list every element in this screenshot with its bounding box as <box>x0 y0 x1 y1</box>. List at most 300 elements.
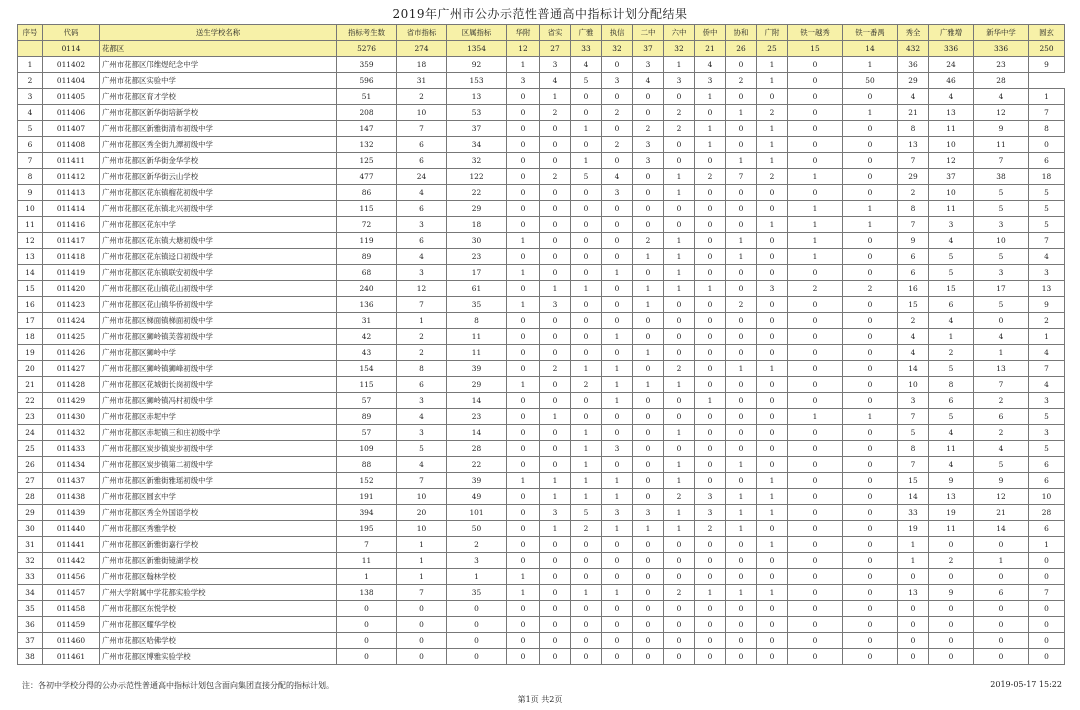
value-cell: 0 <box>397 601 447 617</box>
value-cell: 0 <box>507 137 540 153</box>
value-cell: 31 <box>397 73 447 89</box>
column-header: 区属指标 <box>447 25 507 41</box>
value-cell: 5 <box>1029 409 1065 425</box>
value-cell: 10 <box>929 185 974 201</box>
school-name: 广州市花都区花东镇榴花初级中学 <box>100 185 337 201</box>
value-cell: 0 <box>843 345 898 361</box>
value-cell: 0 <box>843 153 898 169</box>
value-cell: 2 <box>664 121 695 137</box>
value-cell: 0 <box>507 153 540 169</box>
value-cell: 1 <box>664 265 695 281</box>
value-cell: 0 <box>397 617 447 633</box>
value-cell: 138 <box>337 585 397 601</box>
school-name: 广州市花都区狮岭镇狮峰初级中学 <box>100 361 337 377</box>
value-cell: 0 <box>757 313 788 329</box>
value-cell: 3 <box>602 73 633 89</box>
value-cell: 1 <box>1029 329 1065 345</box>
value-cell: 0 <box>571 649 602 665</box>
value-cell: 0 <box>695 153 726 169</box>
value-cell: 0 <box>633 265 664 281</box>
value-cell: 0 <box>843 425 898 441</box>
column-header: 省市指标 <box>397 25 447 41</box>
row-number: 25 <box>18 441 43 457</box>
value-cell: 0 <box>788 441 843 457</box>
value-cell: 0 <box>664 329 695 345</box>
value-cell: 50 <box>447 521 507 537</box>
value-cell: 0 <box>726 377 757 393</box>
value-cell: 2 <box>974 425 1029 441</box>
value-cell: 38 <box>974 169 1029 185</box>
value-cell: 1 <box>664 249 695 265</box>
school-name: 广州市花都区博雅实验学校 <box>100 649 337 665</box>
value-cell: 0 <box>726 313 757 329</box>
value-cell: 0 <box>757 521 788 537</box>
school-code: 011457 <box>43 585 100 601</box>
value-cell: 5 <box>1029 217 1065 233</box>
value-cell: 0 <box>602 153 633 169</box>
value-cell: 0 <box>788 649 843 665</box>
column-header: 执信 <box>602 25 633 41</box>
value-cell: 1 <box>695 121 726 137</box>
value-cell: 0 <box>571 217 602 233</box>
value-cell: 1 <box>602 361 633 377</box>
value-cell: 7 <box>1029 361 1065 377</box>
value-cell: 0 <box>695 329 726 345</box>
value-cell: 21 <box>974 505 1029 521</box>
value-cell: 0 <box>757 409 788 425</box>
value-cell: 2 <box>664 105 695 121</box>
column-header: 送生学校名称 <box>100 25 337 41</box>
value-cell: 0 <box>843 393 898 409</box>
value-cell: 4 <box>929 457 974 473</box>
value-cell: 4 <box>571 57 602 73</box>
value-cell: 32 <box>602 41 633 57</box>
value-cell: 0 <box>788 585 843 601</box>
value-cell: 3 <box>447 553 507 569</box>
school-code: 011407 <box>43 121 100 137</box>
value-cell: 0 <box>788 121 843 137</box>
value-cell: 1 <box>726 457 757 473</box>
value-cell: 0 <box>929 633 974 649</box>
value-cell: 0 <box>507 617 540 633</box>
school-code: 011426 <box>43 345 100 361</box>
value-cell: 122 <box>447 169 507 185</box>
value-cell: 154 <box>337 361 397 377</box>
value-cell: 0 <box>540 345 571 361</box>
value-cell: 0 <box>507 553 540 569</box>
value-cell: 11 <box>337 553 397 569</box>
value-cell: 1 <box>602 265 633 281</box>
value-cell: 8 <box>397 361 447 377</box>
value-cell: 13 <box>1029 281 1065 297</box>
value-cell: 0 <box>757 457 788 473</box>
value-cell: 0 <box>507 217 540 233</box>
school-name: 广州市花都区新华街培新学校 <box>100 105 337 121</box>
value-cell: 0 <box>974 537 1029 553</box>
header-row <box>18 25 1065 41</box>
value-cell: 1 <box>633 281 664 297</box>
value-cell: 50 <box>843 73 898 89</box>
column-header: 铁一越秀 <box>788 25 843 41</box>
value-cell: 1 <box>664 473 695 489</box>
footer-note: 注：各初中学校分得的公办示范性普通高中指标计划包含面向集团直接分配的指标计划。 <box>22 681 334 690</box>
value-cell: 0 <box>602 409 633 425</box>
value-cell: 12 <box>929 153 974 169</box>
value-cell: 0 <box>726 201 757 217</box>
value-cell: 0 <box>788 393 843 409</box>
value-cell: 0 <box>664 153 695 169</box>
value-cell: 0 <box>726 537 757 553</box>
value-cell: 0 <box>974 617 1029 633</box>
value-cell: 4 <box>695 57 726 73</box>
school-name: 广州市花都区耀华学校 <box>100 617 337 633</box>
value-cell: 0 <box>788 313 843 329</box>
school-code: 011432 <box>43 425 100 441</box>
value-cell: 0 <box>540 649 571 665</box>
value-cell: 0 <box>974 601 1029 617</box>
value-cell: 5 <box>1029 185 1065 201</box>
value-cell: 0 <box>507 249 540 265</box>
value-cell: 3 <box>633 153 664 169</box>
value-cell: 0 <box>695 377 726 393</box>
value-cell: 1 <box>540 281 571 297</box>
school-code: 011459 <box>43 617 100 633</box>
value-cell: 0 <box>507 521 540 537</box>
value-cell: 0 <box>788 377 843 393</box>
value-cell: 1 <box>540 489 571 505</box>
value-cell: 53 <box>447 105 507 121</box>
value-cell: 1 <box>843 201 898 217</box>
value-cell: 0 <box>633 617 664 633</box>
value-cell: 0 <box>633 185 664 201</box>
value-cell: 6 <box>974 585 1029 601</box>
value-cell: 18 <box>397 57 447 73</box>
value-cell: 0 <box>602 297 633 313</box>
value-cell: 0 <box>695 249 726 265</box>
value-cell: 0 <box>843 137 898 153</box>
value-cell: 0 <box>929 617 974 633</box>
value-cell: 0 <box>602 457 633 473</box>
value-cell: 394 <box>337 505 397 521</box>
value-cell: 5 <box>1029 441 1065 457</box>
row-number: 30 <box>18 521 43 537</box>
value-cell: 0 <box>540 137 571 153</box>
value-cell: 0 <box>337 617 397 633</box>
value-cell: 0 <box>507 505 540 521</box>
row-number: 3 <box>18 89 43 105</box>
value-cell: 8 <box>1029 121 1065 137</box>
value-cell: 0 <box>664 201 695 217</box>
school-name: 广州市花都区狮岭镇芙蓉初级中学 <box>100 329 337 345</box>
value-cell: 0 <box>633 105 664 121</box>
value-cell: 23 <box>447 409 507 425</box>
row-number: 34 <box>18 585 43 601</box>
value-cell: 1 <box>633 521 664 537</box>
value-cell: 3 <box>397 425 447 441</box>
value-cell: 0 <box>633 569 664 585</box>
value-cell: 34 <box>447 137 507 153</box>
page-indicator: 第1页 共2页 <box>517 695 563 704</box>
column-header: 铁一番禺 <box>843 25 898 41</box>
value-cell: 0 <box>633 313 664 329</box>
value-cell: 49 <box>447 489 507 505</box>
row-number: 37 <box>18 633 43 649</box>
column-header: 指标考生数 <box>337 25 397 41</box>
value-cell: 0 <box>695 409 726 425</box>
value-cell: 35 <box>447 297 507 313</box>
value-cell: 0 <box>757 201 788 217</box>
value-cell: 0 <box>843 249 898 265</box>
value-cell: 2 <box>540 361 571 377</box>
row-number: 4 <box>18 105 43 121</box>
value-cell: 0 <box>602 217 633 233</box>
value-cell: 0 <box>571 105 602 121</box>
value-cell: 29 <box>447 377 507 393</box>
value-cell: 0 <box>633 489 664 505</box>
school-name: 广州市花都区秀雅学校 <box>100 521 337 537</box>
value-cell: 0 <box>633 457 664 473</box>
value-cell: 0 <box>843 265 898 281</box>
value-cell: 1 <box>633 377 664 393</box>
value-cell: 0 <box>695 601 726 617</box>
total-row <box>18 41 1065 57</box>
value-cell: 0 <box>664 601 695 617</box>
value-cell: 15 <box>788 41 843 57</box>
value-cell: 0 <box>540 585 571 601</box>
value-cell: 27 <box>540 41 571 57</box>
value-cell: 0 <box>757 425 788 441</box>
value-cell: 0 <box>974 649 1029 665</box>
value-cell: 4 <box>929 425 974 441</box>
table-row <box>18 441 1065 457</box>
row-number: 21 <box>18 377 43 393</box>
row-number: 29 <box>18 505 43 521</box>
value-cell: 4 <box>929 313 974 329</box>
table-row <box>18 377 1065 393</box>
value-cell: 1 <box>602 521 633 537</box>
value-cell: 1 <box>571 281 602 297</box>
table-row <box>18 169 1065 185</box>
value-cell: 0 <box>1029 633 1065 649</box>
value-cell: 1 <box>397 553 447 569</box>
value-cell: 1 <box>726 153 757 169</box>
school-name: 广州市花都区翰林学校 <box>100 569 337 585</box>
value-cell: 29 <box>447 201 507 217</box>
row-number: 23 <box>18 409 43 425</box>
value-cell: 0 <box>337 633 397 649</box>
value-cell: 29 <box>898 169 929 185</box>
value-cell: 6 <box>397 137 447 153</box>
value-cell: 0 <box>507 89 540 105</box>
value-cell: 0 <box>602 281 633 297</box>
school-code: 011417 <box>43 233 100 249</box>
value-cell: 4 <box>898 345 929 361</box>
value-cell: 3 <box>397 393 447 409</box>
value-cell: 0 <box>602 425 633 441</box>
value-cell: 0 <box>540 153 571 169</box>
value-cell: 0 <box>695 265 726 281</box>
value-cell: 72 <box>337 217 397 233</box>
value-cell: 2 <box>397 329 447 345</box>
row-number: 20 <box>18 361 43 377</box>
value-cell: 4 <box>397 457 447 473</box>
value-cell: 0 <box>1029 649 1065 665</box>
row-number: 10 <box>18 201 43 217</box>
row-number: 35 <box>18 601 43 617</box>
value-cell: 477 <box>337 169 397 185</box>
value-cell: 0 <box>788 505 843 521</box>
school-code: 011438 <box>43 489 100 505</box>
value-cell: 6 <box>929 297 974 313</box>
value-cell: 2 <box>540 105 571 121</box>
value-cell: 4 <box>929 233 974 249</box>
value-cell: 274 <box>397 41 447 57</box>
value-cell: 0 <box>664 409 695 425</box>
value-cell: 1 <box>726 105 757 121</box>
value-cell: 1 <box>397 537 447 553</box>
value-cell: 3 <box>898 393 929 409</box>
value-cell: 10 <box>397 105 447 121</box>
school-name: 广州市花都区花东中学 <box>100 217 337 233</box>
value-cell: 37 <box>447 121 507 137</box>
value-cell: 0 <box>843 121 898 137</box>
value-cell: 1 <box>571 473 602 489</box>
value-cell: 0 <box>447 601 507 617</box>
value-cell: 9 <box>898 233 929 249</box>
value-cell: 0 <box>726 217 757 233</box>
value-cell: 8 <box>929 377 974 393</box>
value-cell: 0 <box>602 649 633 665</box>
value-cell: 1 <box>695 393 726 409</box>
value-cell: 89 <box>337 249 397 265</box>
value-cell: 92 <box>447 57 507 73</box>
value-cell: 0 <box>757 249 788 265</box>
value-cell: 1 <box>507 57 540 73</box>
value-cell: 2 <box>664 361 695 377</box>
school-code: 011413 <box>43 185 100 201</box>
school-name: 广州市花都区赤坭镇三和庄初级中学 <box>100 425 337 441</box>
value-cell: 3 <box>1029 425 1065 441</box>
value-cell: 0 <box>898 569 929 585</box>
value-cell: 0 <box>507 121 540 137</box>
value-cell: 0 <box>1029 137 1065 153</box>
school-code: 011408 <box>43 137 100 153</box>
value-cell: 0 <box>695 105 726 121</box>
value-cell: 2 <box>695 169 726 185</box>
value-cell: 3 <box>540 57 571 73</box>
value-cell: 1 <box>726 521 757 537</box>
value-cell: 8 <box>898 121 929 137</box>
value-cell: 39 <box>447 361 507 377</box>
value-cell: 4 <box>397 249 447 265</box>
value-cell: 5 <box>929 249 974 265</box>
table-row <box>18 345 1065 361</box>
value-cell: 22 <box>447 185 507 201</box>
value-cell: 1 <box>602 393 633 409</box>
table-row <box>18 457 1065 473</box>
school-code: 011456 <box>43 569 100 585</box>
value-cell: 0 <box>843 441 898 457</box>
table-row <box>18 329 1065 345</box>
value-cell: 0 <box>602 553 633 569</box>
value-cell: 15 <box>898 297 929 313</box>
value-cell: 11 <box>447 329 507 345</box>
value-cell: 0 <box>843 473 898 489</box>
value-cell: 5 <box>571 73 602 89</box>
value-cell: 12 <box>397 281 447 297</box>
value-cell: 2 <box>898 185 929 201</box>
value-cell: 1 <box>898 537 929 553</box>
school-name: 广州市花都区新雅街嘉行学校 <box>100 537 337 553</box>
value-cell: 0 <box>664 313 695 329</box>
value-cell: 2 <box>633 121 664 137</box>
value-cell: 0 <box>507 457 540 473</box>
value-cell: 68 <box>337 265 397 281</box>
value-cell: 0 <box>507 281 540 297</box>
value-cell: 125 <box>337 153 397 169</box>
school-code: 011427 <box>43 361 100 377</box>
value-cell: 0 <box>788 345 843 361</box>
value-cell: 0 <box>507 425 540 441</box>
value-cell: 0 <box>507 393 540 409</box>
value-cell: 0 <box>788 297 843 313</box>
value-cell: 0 <box>507 169 540 185</box>
value-cell: 0 <box>633 585 664 601</box>
value-cell: 0 <box>757 233 788 249</box>
value-cell: 1 <box>757 57 788 73</box>
school-code: 011411 <box>43 153 100 169</box>
value-cell: 13 <box>447 89 507 105</box>
value-cell: 6 <box>1029 153 1065 169</box>
table-row <box>18 585 1065 601</box>
value-cell: 12 <box>507 41 540 57</box>
value-cell: 119 <box>337 233 397 249</box>
value-cell: 1 <box>507 297 540 313</box>
value-cell: 0 <box>571 393 602 409</box>
value-cell: 136 <box>337 297 397 313</box>
value-cell: 0 <box>540 537 571 553</box>
value-cell: 57 <box>337 425 397 441</box>
value-cell: 0 <box>1029 553 1065 569</box>
value-cell: 1 <box>540 521 571 537</box>
value-cell: 5 <box>1029 201 1065 217</box>
value-cell: 0 <box>447 633 507 649</box>
value-cell: 7 <box>898 217 929 233</box>
school-code: 011416 <box>43 217 100 233</box>
value-cell: 0 <box>602 633 633 649</box>
value-cell: 0 <box>726 409 757 425</box>
value-cell: 250 <box>1029 41 1065 57</box>
value-cell: 7 <box>974 377 1029 393</box>
value-cell: 0 <box>540 329 571 345</box>
school-name: 广州市花都区梯面镇梯面初级中学 <box>100 313 337 329</box>
table-body <box>18 41 1065 665</box>
value-cell: 0 <box>540 201 571 217</box>
value-cell: 0 <box>602 121 633 137</box>
school-code: 011434 <box>43 457 100 473</box>
school-name: 广州市花都区赤坭中学 <box>100 409 337 425</box>
value-cell: 4 <box>974 441 1029 457</box>
value-cell: 0 <box>788 425 843 441</box>
value-cell: 37 <box>633 41 664 57</box>
value-cell: 0 <box>757 329 788 345</box>
value-cell: 0 <box>571 537 602 553</box>
value-cell: 9 <box>929 473 974 489</box>
value-cell: 17 <box>974 281 1029 297</box>
value-cell: 2 <box>397 89 447 105</box>
table-row <box>18 89 1065 105</box>
table-row <box>18 633 1065 649</box>
